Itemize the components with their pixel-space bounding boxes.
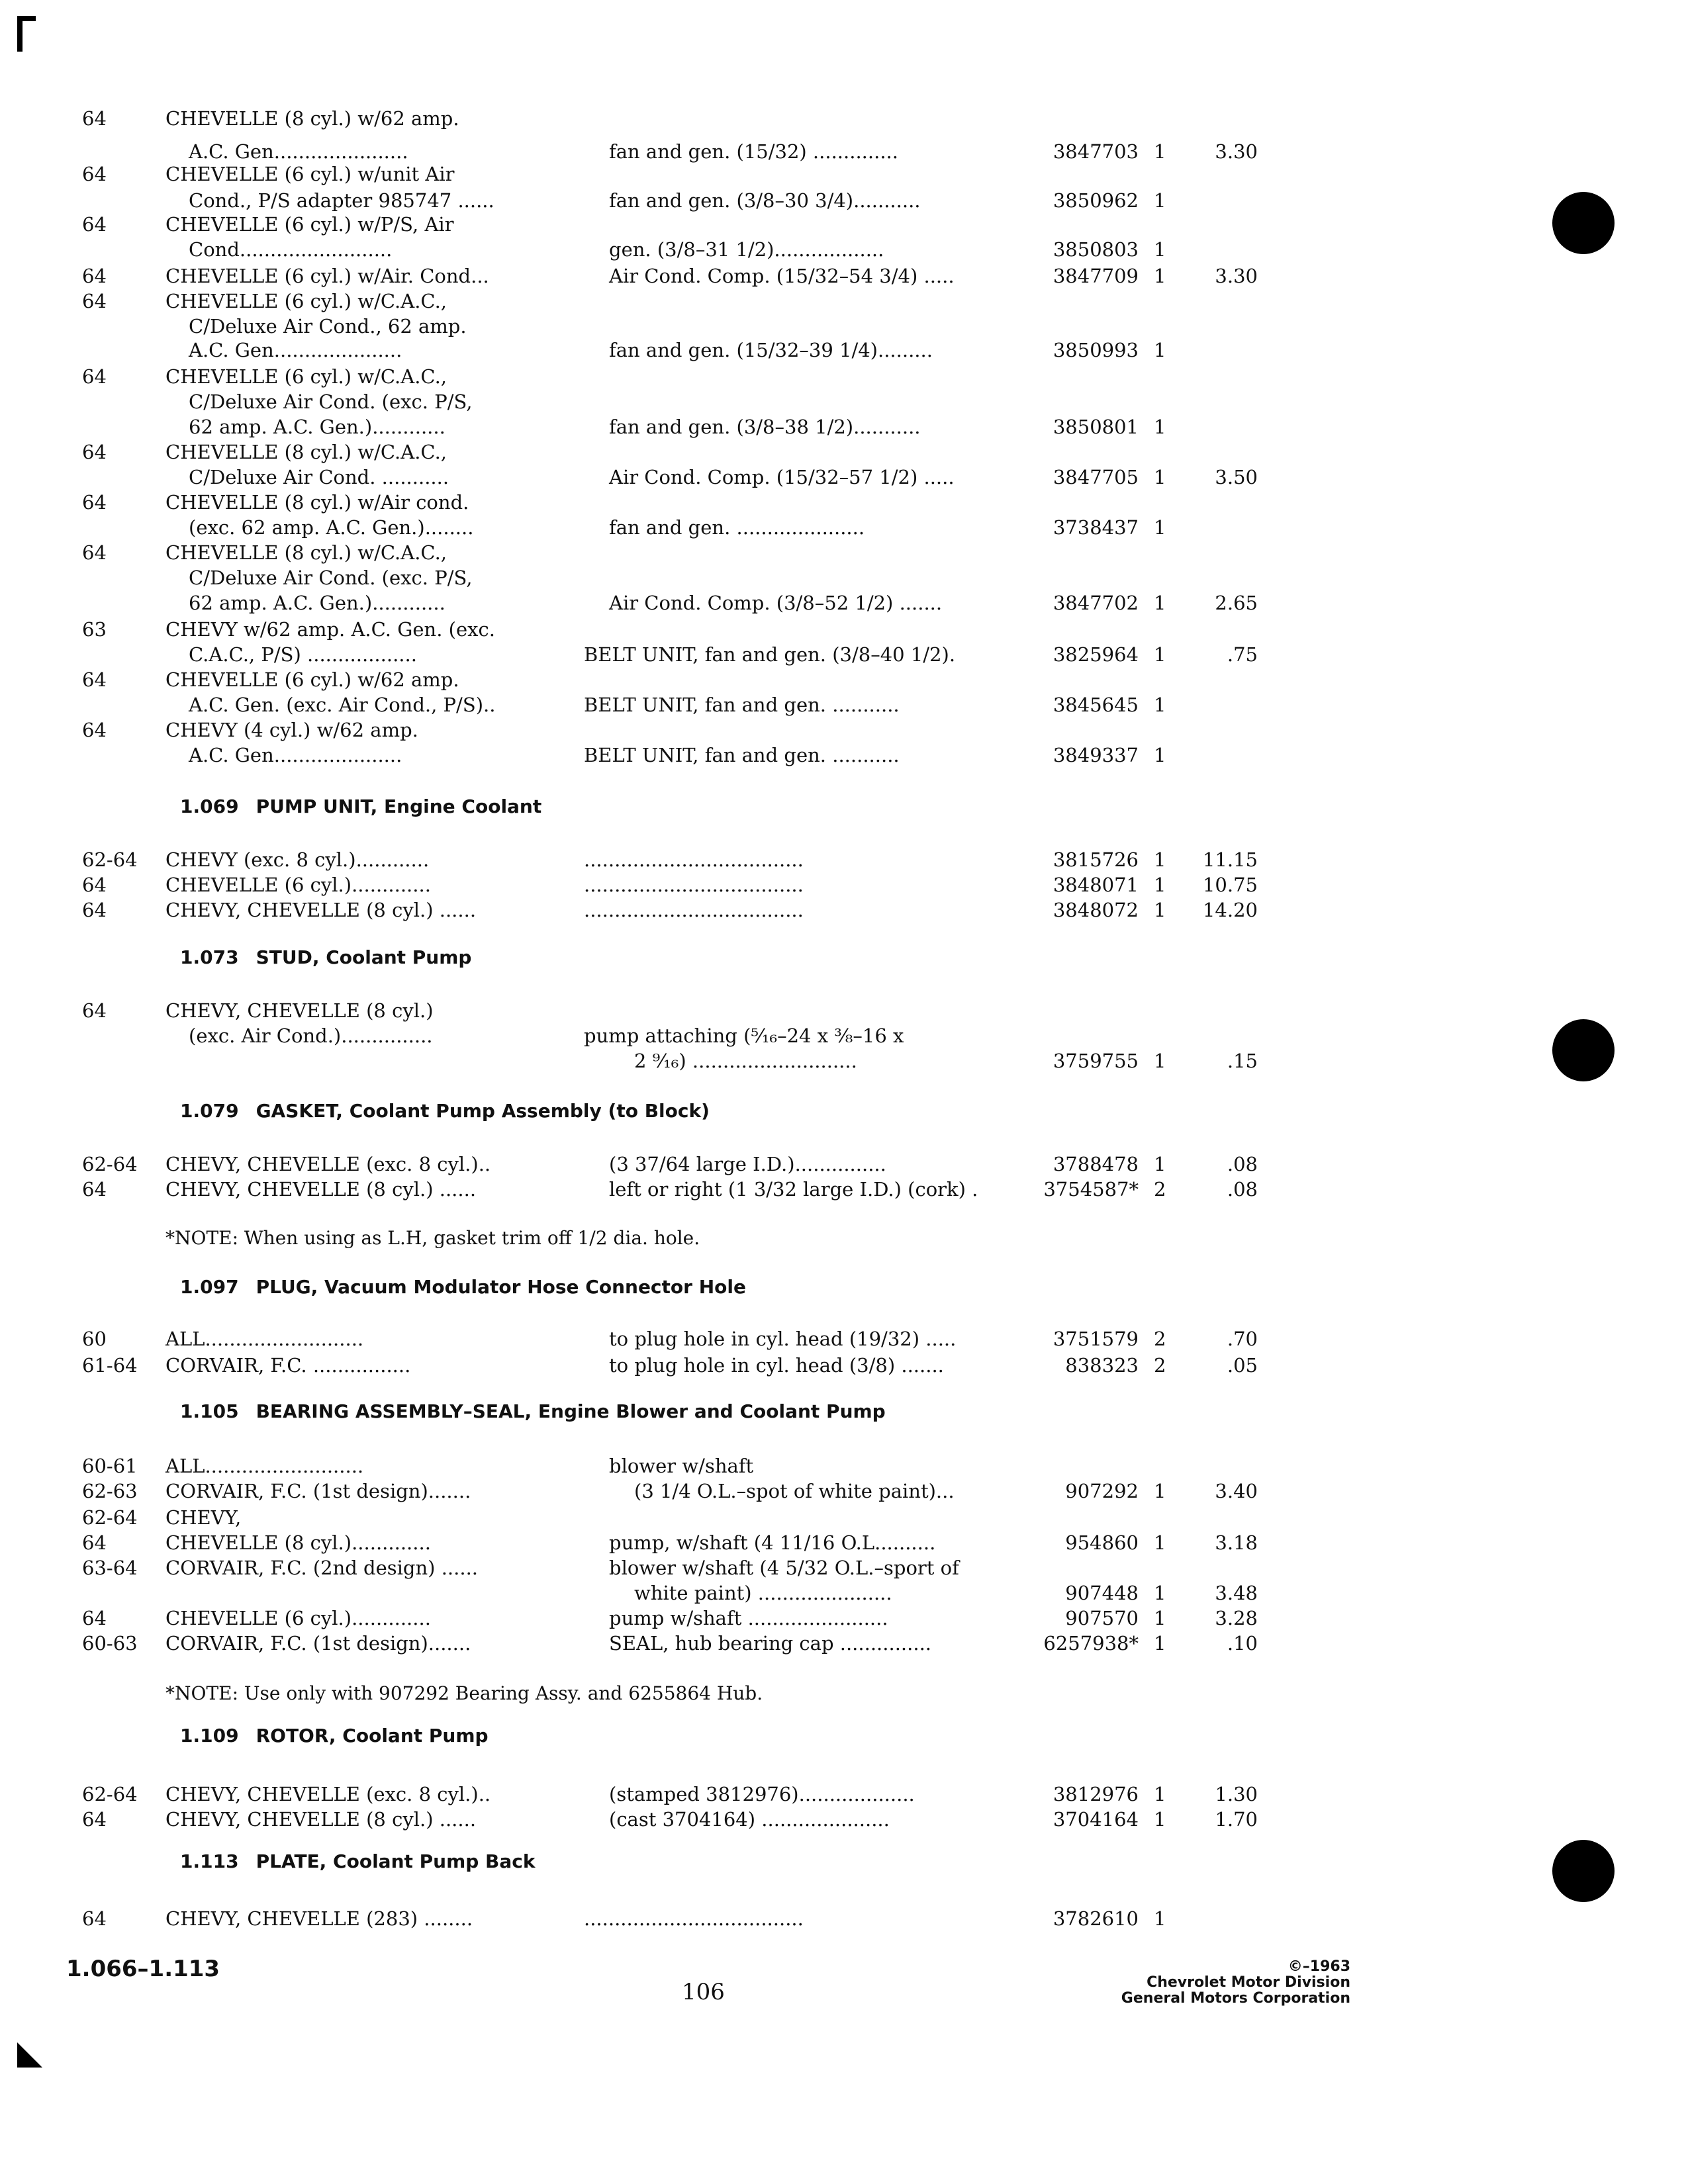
- catalog-line: [0, 642, 1688, 667]
- model-year: 64: [82, 1178, 107, 1201]
- part-number: 838323: [1065, 1354, 1139, 1377]
- part-number: 3847709: [1053, 265, 1139, 287]
- model-year: 62-64: [82, 848, 138, 871]
- model-year: 64: [82, 213, 107, 236]
- quantity: 1: [1154, 516, 1166, 539]
- description: blower w/shaft (4 5/32 O.L.–sport of: [609, 1557, 959, 1579]
- price: 3.30: [1215, 140, 1258, 163]
- section-heading: [180, 945, 471, 970]
- catalog-line: [0, 692, 1688, 717]
- catalog-line: [0, 1479, 1688, 1504]
- catalog-line: [0, 1606, 1688, 1631]
- application: CHEVELLE (6 cyl.).............: [165, 1607, 431, 1629]
- price: 1.30: [1215, 1783, 1258, 1805]
- application: Cond.........................: [189, 238, 393, 261]
- quantity: 1: [1154, 189, 1166, 212]
- catalog-line: [0, 872, 1688, 897]
- description: left or right (1 3/32 large I.D.) (cork) .: [609, 1178, 978, 1201]
- part-number: 3850993: [1053, 339, 1139, 361]
- quantity: 1: [1154, 1907, 1166, 1930]
- quantity: 1: [1154, 339, 1166, 361]
- quantity: 1: [1154, 416, 1166, 438]
- quantity: 1: [1154, 1607, 1166, 1629]
- description: Air Cond. Comp. (15/32–57 1/2) .....: [609, 466, 955, 488]
- description: Air Cond. Comp. (15/32–54 3/4) .....: [609, 265, 955, 287]
- description: gen. (3/8–31 1/2)..................: [609, 238, 884, 261]
- catalog-line: [0, 1505, 1688, 1530]
- application: C/Deluxe Air Cond., 62 amp.: [189, 315, 467, 338]
- price: .70: [1227, 1328, 1258, 1350]
- catalog-line: [0, 439, 1688, 465]
- model-year: 64: [82, 874, 107, 896]
- application: CHEVY, CHEVELLE (8 cyl.) ......: [165, 899, 477, 921]
- description: ....................................: [584, 848, 804, 871]
- description: BELT UNIT, fan and gen. (3/8–40 1/2).: [584, 643, 956, 666]
- quantity: 1: [1154, 238, 1166, 261]
- catalog-line: [0, 1530, 1688, 1555]
- quantity: 1: [1154, 744, 1166, 766]
- model-year: 62-64: [82, 1153, 138, 1175]
- model-year: 60-61: [82, 1455, 138, 1477]
- catalog-line: [0, 212, 1688, 237]
- catalog-line: [0, 998, 1688, 1023]
- catalog-line: [0, 1906, 1688, 1931]
- part-number: 3815726: [1053, 848, 1139, 871]
- application: CHEVELLE (8 cyl.).............: [165, 1531, 431, 1554]
- catalog-line: [0, 139, 1688, 164]
- model-year: 64: [82, 365, 107, 388]
- publisher-credit: [1059, 1959, 1350, 2007]
- model-year: 64: [82, 668, 107, 691]
- section-title: PLUG, Vacuum Modulator Hose Connector Hole: [256, 1276, 746, 1298]
- description: to plug hole in cyl. head (3/8) .......: [609, 1354, 944, 1377]
- part-number: 954860: [1065, 1531, 1139, 1554]
- page-range: 1.066–1.113: [66, 1956, 220, 1982]
- description: pump attaching (⁵⁄₁₆–24 x ³⁄₈–16 x: [584, 1024, 904, 1047]
- catalog-line: [0, 1453, 1688, 1479]
- catalog-line: [0, 338, 1688, 363]
- corner-mark-bottom-left: [17, 2042, 44, 2069]
- part-number: 3738437: [1053, 516, 1139, 539]
- application: CORVAIR, F.C. (1st design).......: [165, 1480, 471, 1502]
- description: 2 ⁹⁄₁₆) ...........................: [634, 1050, 857, 1072]
- section-heading: [180, 1849, 536, 1874]
- section-heading: [180, 1723, 489, 1749]
- application: CHEVY, CHEVELLE (8 cyl.) ......: [165, 1178, 477, 1201]
- catalog-line: [0, 1152, 1688, 1177]
- model-year: 60: [82, 1328, 107, 1350]
- catalog-line: [0, 590, 1688, 615]
- quantity: 1: [1154, 592, 1166, 614]
- description: fan and gen. (3/8–30 3/4)...........: [609, 189, 921, 212]
- application: A.C. Gen.....................: [189, 339, 402, 361]
- catalog-line: [0, 1048, 1688, 1073]
- application: CHEVY,: [165, 1506, 242, 1529]
- part-number: 3847705: [1053, 466, 1139, 488]
- model-year: 64: [82, 441, 107, 463]
- model-year: 63-64: [82, 1557, 138, 1579]
- catalog-line: [0, 1555, 1688, 1580]
- description: white paint) ......................: [634, 1582, 892, 1604]
- model-year: 64: [82, 265, 107, 287]
- section-number: 1.097: [180, 1276, 239, 1298]
- model-year: 62-64: [82, 1506, 138, 1529]
- section-heading: [180, 1399, 886, 1424]
- model-year: 64: [82, 491, 107, 514]
- section-heading: [180, 1099, 710, 1124]
- price: 1.70: [1215, 1808, 1258, 1831]
- price: 10.75: [1202, 874, 1258, 896]
- catalog-line: [0, 617, 1688, 642]
- catalog-line: [0, 364, 1688, 389]
- part-number: 3754587*: [1043, 1178, 1139, 1201]
- application: A.C. Gen......................: [189, 140, 408, 163]
- part-number: 3847702: [1053, 592, 1139, 614]
- application: C/Deluxe Air Cond. ...........: [189, 466, 449, 488]
- application: C/Deluxe Air Cond. (exc. P/S,: [189, 567, 473, 589]
- catalog-line: [0, 565, 1688, 590]
- catalog-line: [0, 1023, 1688, 1048]
- catalog-line: [0, 237, 1688, 262]
- quantity: 1: [1154, 1808, 1166, 1831]
- description: to plug hole in cyl. head (19/32) .....: [609, 1328, 957, 1350]
- part-number: 3825964: [1053, 643, 1139, 666]
- application: CHEVELLE (6 cyl.) w/Air. Cond...: [165, 265, 489, 287]
- section-title: ROTOR, Coolant Pump: [256, 1725, 489, 1747]
- catalog-line: [0, 465, 1688, 490]
- description: (3 1/4 O.L.–spot of white paint)...: [634, 1480, 955, 1502]
- part-number: 907292: [1065, 1480, 1139, 1502]
- price: 3.40: [1215, 1480, 1258, 1502]
- section-number: 1.105: [180, 1400, 239, 1422]
- catalog-line: [0, 1807, 1688, 1832]
- section-title: PUMP UNIT, Engine Coolant: [256, 796, 542, 817]
- catalog-line: [0, 717, 1688, 743]
- catalog-line: [0, 389, 1688, 414]
- model-year: 61-64: [82, 1354, 138, 1377]
- price: 3.30: [1215, 265, 1258, 287]
- application: CHEVY, CHEVELLE (283) ........: [165, 1907, 473, 1930]
- part-number: 3850962: [1053, 189, 1139, 212]
- catalog-line: [0, 106, 1688, 131]
- application: ALL..........................: [165, 1455, 364, 1477]
- footnote: *NOTE: When using as L.H, gasket trim off 1/2 dia. hole.: [165, 1227, 700, 1249]
- section-number: 1.069: [180, 796, 239, 817]
- quantity: 1: [1154, 1582, 1166, 1604]
- model-year: 64: [82, 999, 107, 1022]
- application: CHEVELLE (8 cyl.) w/Air cond.: [165, 491, 469, 514]
- catalog-line: [0, 1177, 1688, 1202]
- application: C/Deluxe Air Cond. (exc. P/S,: [189, 390, 473, 413]
- part-number: 6257938*: [1043, 1632, 1139, 1655]
- application: ALL..........................: [165, 1328, 364, 1350]
- application: CHEVELLE (6 cyl.) w/unit Air: [165, 163, 455, 185]
- catalog-line: [0, 188, 1688, 213]
- quantity: 1: [1154, 694, 1166, 716]
- quantity: 1: [1154, 1050, 1166, 1072]
- description: blower w/shaft: [609, 1455, 754, 1477]
- description: (cast 3704164) .....................: [609, 1808, 890, 1831]
- catalog-line: [0, 743, 1688, 768]
- description: pump w/shaft .......................: [609, 1607, 888, 1629]
- catalog-line: [0, 490, 1688, 515]
- quantity: 1: [1154, 1531, 1166, 1554]
- model-year: 64: [82, 1907, 107, 1930]
- quantity: 1: [1154, 140, 1166, 163]
- model-year: 64: [82, 290, 107, 312]
- copyright: ©–1963: [1288, 1958, 1350, 1975]
- application: CHEVELLE (8 cyl.) w/62 amp.: [165, 107, 459, 130]
- model-year: 60-63: [82, 1632, 138, 1655]
- quantity: 1: [1154, 643, 1166, 666]
- model-year: 62-63: [82, 1480, 138, 1502]
- footnote: *NOTE: Use only with 907292 Bearing Assy. and 6255864 Hub.: [165, 1682, 763, 1704]
- quantity: 1: [1154, 1632, 1166, 1655]
- part-number: 3759755: [1053, 1050, 1139, 1072]
- section-title: BEARING ASSEMBLY–SEAL, Engine Blower and Coolant Pump: [256, 1400, 886, 1422]
- quantity: 1: [1154, 466, 1166, 488]
- part-number: 3850803: [1053, 238, 1139, 261]
- quantity: 1: [1154, 265, 1166, 287]
- catalog-line: [0, 1580, 1688, 1606]
- price: 14.20: [1202, 899, 1258, 921]
- part-number: 3847703: [1053, 140, 1139, 163]
- catalog-line: [0, 289, 1688, 314]
- application: CHEVELLE (6 cyl.).............: [165, 874, 431, 896]
- model-year: 64: [82, 107, 107, 130]
- application: CHEVY (exc. 8 cyl.)............: [165, 848, 430, 871]
- part-number: 907448: [1065, 1582, 1139, 1604]
- part-number: 3849337: [1053, 744, 1139, 766]
- description: ....................................: [584, 899, 804, 921]
- description: pump, w/shaft (4 11/16 O.L..........: [609, 1531, 936, 1554]
- application: CORVAIR, F.C. ................: [165, 1354, 411, 1377]
- catalog-line: [0, 897, 1688, 923]
- description: BELT UNIT, fan and gen. ...........: [584, 694, 900, 716]
- application: 62 amp. A.C. Gen.)............: [189, 592, 445, 614]
- application: CHEVELLE (6 cyl.) w/C.A.C.,: [165, 365, 447, 388]
- price: 11.15: [1202, 848, 1258, 871]
- application: (exc. Air Cond.)...............: [189, 1024, 433, 1047]
- price: 3.28: [1215, 1607, 1258, 1629]
- description: fan and gen. .....................: [609, 516, 865, 539]
- model-year: 64: [82, 1607, 107, 1629]
- price: .15: [1227, 1050, 1258, 1072]
- application: CORVAIR, F.C. (1st design).......: [165, 1632, 471, 1655]
- price: 3.50: [1215, 466, 1258, 488]
- quantity: 2: [1154, 1354, 1166, 1377]
- application: CHEVELLE (8 cyl.) w/C.A.C.,: [165, 541, 447, 564]
- catalog-line: [0, 414, 1688, 439]
- quantity: 1: [1154, 1153, 1166, 1175]
- application: (exc. 62 amp. A.C. Gen.)........: [189, 516, 474, 539]
- section-number: 1.109: [180, 1725, 239, 1747]
- catalog-line: [0, 1782, 1688, 1807]
- part-number: 3782610: [1053, 1907, 1139, 1930]
- model-year: 64: [82, 541, 107, 564]
- application: A.C. Gen.....................: [189, 744, 402, 766]
- part-number: 3812976: [1053, 1783, 1139, 1805]
- description: BELT UNIT, fan and gen. ...........: [584, 744, 900, 766]
- part-number: 3751579: [1053, 1328, 1139, 1350]
- part-number: 3848071: [1053, 874, 1139, 896]
- description: fan and gen. (3/8–38 1/2)...........: [609, 416, 921, 438]
- section-heading: [180, 794, 541, 819]
- catalog-line: [0, 314, 1688, 339]
- section-number: 1.113: [180, 1850, 239, 1872]
- price: 2.65: [1215, 592, 1258, 614]
- quantity: 1: [1154, 848, 1166, 871]
- catalog-line: [0, 1353, 1688, 1378]
- section-number: 1.073: [180, 946, 239, 968]
- catalog-line: [0, 515, 1688, 540]
- application: CHEVY, CHEVELLE (exc. 8 cyl.)..: [165, 1153, 491, 1175]
- application: A.C. Gen. (exc. Air Cond., P/S)..: [189, 694, 496, 716]
- price: .08: [1227, 1178, 1258, 1201]
- model-year: 63: [82, 618, 107, 641]
- catalog-line: [0, 540, 1688, 565]
- part-number: 3704164: [1053, 1808, 1139, 1831]
- description: ....................................: [584, 874, 804, 896]
- application: CHEVELLE (8 cyl.) w/C.A.C.,: [165, 441, 447, 463]
- application: CHEVY, CHEVELLE (8 cyl.) ......: [165, 1808, 477, 1831]
- application: CHEVELLE (6 cyl.) w/C.A.C.,: [165, 290, 447, 312]
- price: 3.18: [1215, 1531, 1258, 1554]
- description: fan and gen. (15/32) ..............: [609, 140, 898, 163]
- catalog-line: [0, 161, 1688, 187]
- catalog-line: [0, 847, 1688, 872]
- quantity: 2: [1154, 1328, 1166, 1350]
- model-year: 64: [82, 1808, 107, 1831]
- catalog-line: [0, 263, 1688, 289]
- application: 62 amp. A.C. Gen.)............: [189, 416, 445, 438]
- catalog-line: [0, 1631, 1688, 1656]
- catalog-line: [0, 1326, 1688, 1351]
- application: CHEVY, CHEVELLE (8 cyl.): [165, 999, 434, 1022]
- application: CHEVELLE (6 cyl.) w/P/S, Air: [165, 213, 454, 236]
- division: Chevrolet Motor Division: [1147, 1974, 1350, 1991]
- model-year: 64: [82, 163, 107, 185]
- section-title: STUD, Coolant Pump: [256, 946, 472, 968]
- description: Air Cond. Comp. (3/8–52 1/2) .......: [609, 592, 943, 614]
- price: .05: [1227, 1354, 1258, 1377]
- quantity: 1: [1154, 1783, 1166, 1805]
- part-number: 907570: [1065, 1607, 1139, 1629]
- model-year: 64: [82, 899, 107, 921]
- price: .75: [1227, 643, 1258, 666]
- description: ....................................: [584, 1907, 804, 1930]
- application: CHEVY (4 cyl.) w/62 amp.: [165, 719, 418, 741]
- binder-hole-bottom: [1552, 1840, 1615, 1902]
- application: C.A.C., P/S) ..................: [189, 643, 417, 666]
- price: 3.48: [1215, 1582, 1258, 1604]
- model-year: 64: [82, 1531, 107, 1554]
- section-title: PLATE, Coolant Pump Back: [256, 1850, 536, 1872]
- description: fan and gen. (15/32–39 1/4).........: [609, 339, 933, 361]
- part-number: 3845645: [1053, 694, 1139, 716]
- model-year: 62-64: [82, 1783, 138, 1805]
- application: CHEVELLE (6 cyl.) w/62 amp.: [165, 668, 459, 691]
- description: (stamped 3812976)...................: [609, 1783, 915, 1805]
- application: CORVAIR, F.C. (2nd design) ......: [165, 1557, 479, 1579]
- quantity: 1: [1154, 899, 1166, 921]
- price: .10: [1227, 1632, 1258, 1655]
- corporation: General Motors Corporation: [1121, 1990, 1350, 2007]
- application: CHEVY w/62 amp. A.C. Gen. (exc.: [165, 618, 495, 641]
- quantity: 1: [1154, 1480, 1166, 1502]
- model-year: 64: [82, 719, 107, 741]
- part-number: 3848072: [1053, 899, 1139, 921]
- catalog-line: [0, 667, 1688, 692]
- part-number: 3788478: [1053, 1153, 1139, 1175]
- section-number: 1.079: [180, 1100, 239, 1122]
- section-heading: [180, 1275, 746, 1300]
- corner-mark-top-left: [17, 16, 37, 52]
- section-title: GASKET, Coolant Pump Assembly (to Block): [256, 1100, 710, 1122]
- part-number: 3850801: [1053, 416, 1139, 438]
- description: (3 37/64 large I.D.)...............: [609, 1153, 886, 1175]
- application: CHEVY, CHEVELLE (exc. 8 cyl.)..: [165, 1783, 491, 1805]
- price: .08: [1227, 1153, 1258, 1175]
- application: Cond., P/S adapter 985747 ......: [189, 189, 494, 212]
- page-number: 106: [682, 1979, 725, 2005]
- description: SEAL, hub bearing cap ...............: [609, 1632, 932, 1655]
- quantity: 1: [1154, 874, 1166, 896]
- quantity: 2: [1154, 1178, 1166, 1201]
